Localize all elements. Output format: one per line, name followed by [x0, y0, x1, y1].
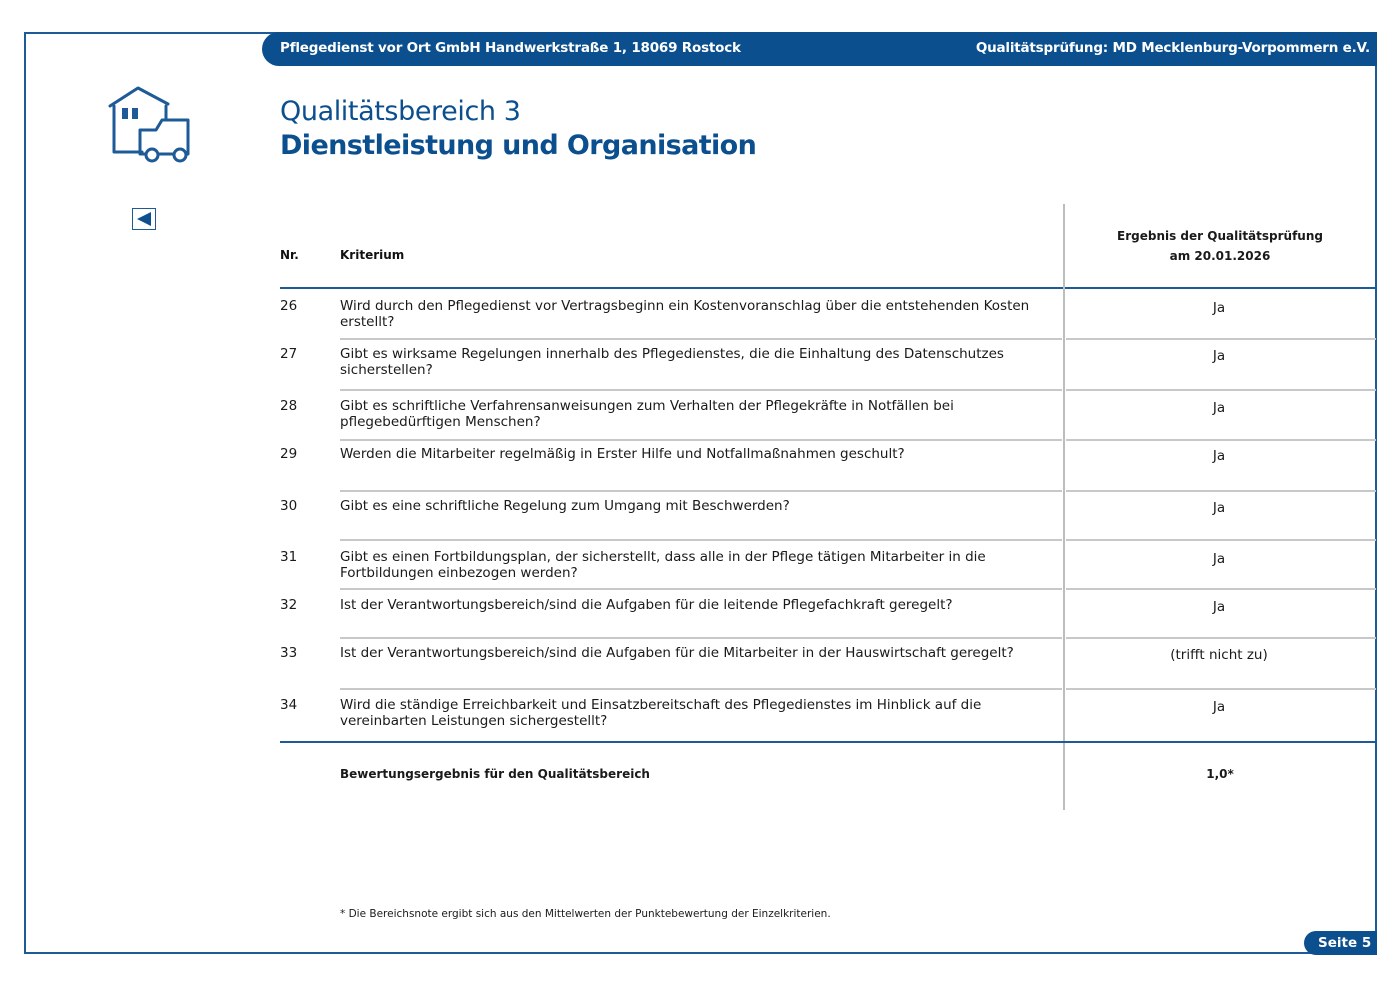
column-header-criterion: Kriterium — [340, 248, 405, 262]
column-header-nr: Nr. — [280, 248, 299, 262]
row-number: 29 — [280, 446, 298, 462]
row-number: 33 — [280, 645, 298, 661]
row-number: 26 — [280, 298, 298, 314]
row-separator — [340, 490, 1062, 492]
row-number: 28 — [280, 398, 298, 414]
row-number: 32 — [280, 597, 298, 613]
footnote: * Die Bereichsnote ergibt sich aus den Mittelwerten der Punktebewertung der Einzelkriterien. — [340, 908, 831, 920]
section-title: Dienstleistung und Organisation — [280, 130, 757, 161]
row-separator — [1066, 539, 1376, 541]
row-separator — [1066, 637, 1376, 639]
row-criterion: Wird durch den Pflegedienst vor Vertragsbeginn ein Kostenvoranschlag über die entstehenden Kosten erstellt? — [340, 298, 1030, 330]
row-criterion: Ist der Verantwortungsbereich/sind die Aufgaben für die leitende Pflegefachkraft geregelt? — [340, 597, 953, 613]
page-number: Seite 5 — [1304, 931, 1377, 955]
row-number: 31 — [280, 549, 298, 565]
row-separator — [340, 389, 1062, 391]
header-rule-right — [1065, 287, 1377, 289]
row-result: Ja — [1212, 551, 1226, 567]
summary-rule — [280, 741, 1377, 743]
row-separator — [1066, 588, 1376, 590]
row-result: Ja — [1212, 400, 1226, 416]
row-criterion: Gibt es schriftliche Verfahrensanweisungen zum Verhalten der Pflegekräfte in Notfällen bei pflegebedürftigen Menschen? — [340, 398, 954, 430]
row-result: Ja — [1212, 448, 1226, 464]
row-result: Ja — [1212, 300, 1226, 316]
back-arrow-icon — [135, 211, 153, 227]
examiner-name: Qualitätsprüfung: MD Mecklenburg-Vorpommern e.V. — [975, 40, 1370, 56]
result-header-line1: Ergebnis der Qualitätsprüfung — [1117, 229, 1323, 243]
row-separator — [1066, 338, 1376, 340]
row-separator — [340, 588, 1062, 590]
header-rule-left — [280, 287, 1063, 289]
row-result: Ja — [1212, 500, 1226, 516]
section-number-title: Qualitätsbereich 3 — [280, 96, 521, 127]
row-result: Ja — [1212, 599, 1226, 615]
row-criterion: Ist der Verantwortungsbereich/sind die Aufgaben für die Mitarbeiter in der Hauswirtschaft geregelt? — [340, 645, 1014, 661]
back-button[interactable] — [132, 208, 156, 230]
row-result: Ja — [1212, 699, 1226, 715]
row-criterion: Gibt es eine schriftliche Regelung zum Umgang mit Beschwerden? — [340, 498, 790, 514]
provider-address: Pflegedienst vor Ort GmbH Handwerkstraße 1, 18069 Rostock — [280, 40, 741, 56]
row-result: Ja — [1212, 348, 1226, 364]
row-separator — [340, 539, 1062, 541]
row-separator — [340, 439, 1062, 441]
row-separator — [340, 637, 1062, 639]
house-with-car-icon — [106, 84, 194, 164]
row-number: 30 — [280, 498, 298, 514]
row-number: 34 — [280, 697, 298, 713]
row-criterion: Gibt es wirksame Regelungen innerhalb des Pflegedienstes, die die Einhaltung des Datenschutzes sicherstellen? — [340, 346, 1004, 378]
summary-label: Bewertungsergebnis für den Qualitätsbereich — [340, 767, 650, 781]
row-separator — [1066, 389, 1376, 391]
row-criterion: Werden die Mitarbeiter regelmäßig in Erster Hilfe und Notfallmaßnahmen geschult? — [340, 446, 905, 462]
row-separator — [340, 688, 1062, 690]
result-header-date: am 20.01.2026 — [1169, 249, 1271, 263]
row-separator — [1066, 439, 1376, 441]
column-header-result — [1065, 226, 1375, 266]
row-separator — [1066, 688, 1376, 690]
row-number: 27 — [280, 346, 298, 362]
page-frame — [24, 32, 1377, 954]
summary-grade: 1,0* — [1206, 767, 1234, 781]
row-criterion: Gibt es einen Fortbildungsplan, der sicherstellt, dass alle in der Pflege tätigen Mitarbeiter in die Fortbildungen einbezogen werden? — [340, 549, 986, 581]
row-criterion: Wird die ständige Erreichbarkeit und Einsatzbereitschaft des Pflegedienstes im Hinblick auf die vereinbarten Leistungen sichergestellt? — [340, 697, 982, 729]
row-result: (trifft nicht zu) — [1170, 647, 1268, 663]
row-separator — [1066, 490, 1376, 492]
row-separator — [340, 338, 1062, 340]
